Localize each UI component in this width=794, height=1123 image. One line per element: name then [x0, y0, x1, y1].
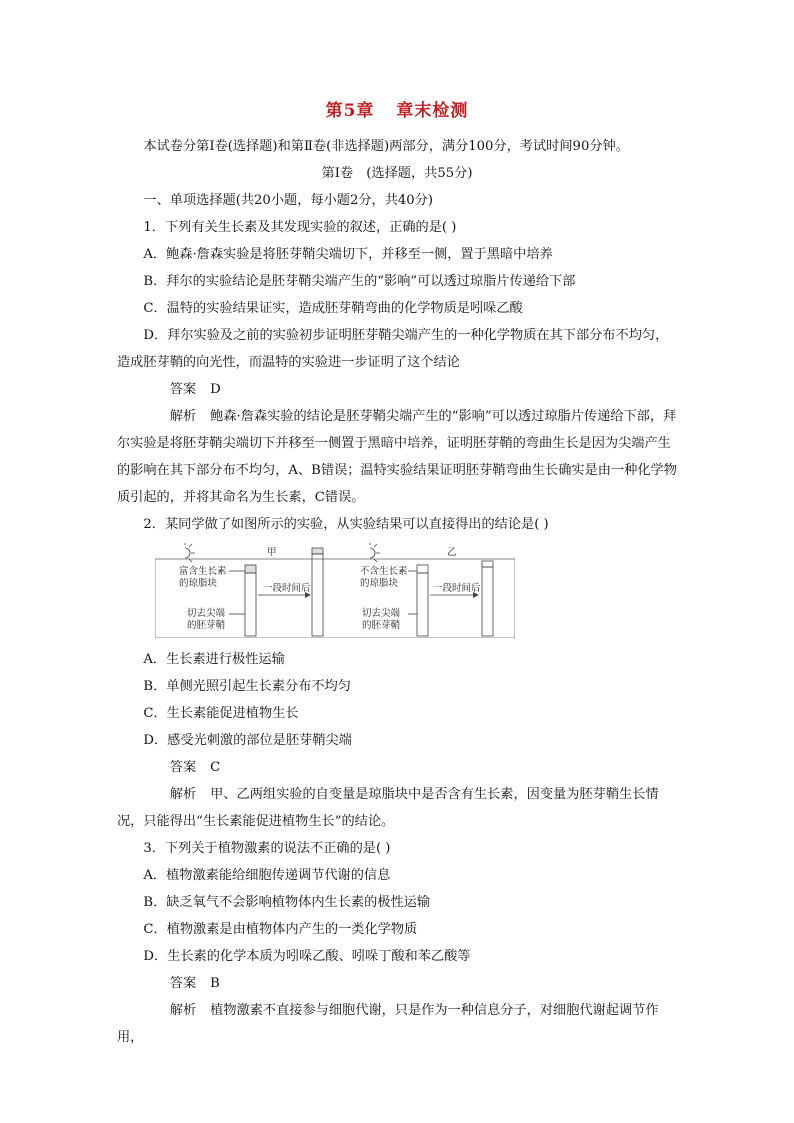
chapter-number: 第5章	[325, 101, 375, 121]
agar-block-a	[245, 565, 256, 573]
answer-label: 答案	[169, 976, 197, 991]
group-a-label: 甲	[267, 547, 277, 558]
q3-option-d: D．生长素的化学本质为吲哚乙酸、吲哚丁酸和苯乙酸等	[143, 949, 471, 964]
analysis-label: 解析	[169, 409, 197, 424]
agar-block-b-after	[482, 561, 493, 567]
q2-answer	[117, 754, 677, 781]
coleoptile-b-before	[417, 573, 428, 636]
q2-analysis	[117, 781, 677, 835]
q3-option-c: C．植物激素是由植物体内产生的一类化学物质	[143, 922, 418, 937]
q2-option-c: C．生长素能促进植物生长	[143, 706, 299, 721]
q3-option-a: A．植物激素能给细胞传递调节代谢的信息	[143, 868, 391, 883]
analysis-label: 解析	[169, 787, 197, 802]
agar-block-a-after	[312, 548, 323, 554]
experiment-diagram	[155, 542, 515, 638]
label-cut-a1: 切去尖端	[187, 608, 226, 619]
q3-answer-value: B	[210, 976, 220, 991]
q2-option-d: D．感受光刺激的部位是胚芽鞘尖端	[143, 733, 352, 748]
q1-stem: 1．下列有关生长素及其发现实验的叙述，正确的是( )	[143, 220, 457, 235]
analysis-label: 解析	[169, 1003, 197, 1018]
q2-stem: 2．某同学做了如图所示的实验，从实验结果可以直接得出的结论是( )	[143, 517, 549, 532]
q3-analysis	[117, 997, 677, 1051]
group-b-label: 乙	[447, 547, 457, 558]
q1-option-c: C．温特的实验结果证实，造成胚芽鞘弯曲的化学物质是吲哚乙酸	[143, 301, 523, 316]
arrow-text-a: 一段时间后	[263, 583, 311, 594]
document-page	[117, 96, 677, 1051]
arrow-text-b: 一段时间后	[433, 583, 481, 594]
answer-label: 答案	[169, 760, 197, 775]
q3-option-b: B．缺乏氧气不会影响植物体内生长素的极性运输	[143, 895, 431, 910]
exam-intro: 本试卷分第Ⅰ卷(选择题)和第Ⅱ卷(非选择题)两部分，满分100分，考试时间90分钟。	[143, 139, 629, 154]
q1-option-d: D．拜尔实验及之前的实验初步证明胚芽鞘尖端产生的一种化学物质在其下部分布不均匀，造成胚芽鞘的向光性，而温特的实验进一步证明了这个结论	[117, 328, 669, 370]
label-a2: 的琼脂块	[179, 578, 218, 589]
q3-analysis-text: 植物激素不直接参与细胞代谢，只是作为一种信息分子，对细胞代谢起调节作用，	[117, 1003, 659, 1045]
chapter-name: 章末检测	[396, 101, 469, 121]
chapter-title	[117, 96, 677, 121]
q2-answer-value: C	[210, 760, 221, 775]
agar-block-b	[417, 565, 428, 573]
q1-answer	[117, 376, 677, 403]
q3-stem: 3．下列关于植物激素的说法不正确的是( )	[143, 841, 391, 856]
label-a1: 富含生长素	[179, 566, 227, 577]
q3-answer	[117, 970, 677, 997]
label-cut-b2: 的胚芽鞘	[362, 620, 401, 631]
label-b2: 的琼脂块	[360, 578, 399, 589]
coleoptile-a-before	[245, 573, 256, 636]
q2-analysis-text: 甲、乙两组实验的自变量是琼脂块中是否含有生长素，因变量为胚芽鞘生长情况，只能得出“生长素能促进植物生长”的结论。	[117, 787, 659, 829]
q1-option-b: B．拜尔的实验结论是胚芽鞘尖端产生的“影响”可以透过琼脂片传递给下部	[143, 274, 576, 289]
part1-title: 第Ⅰ卷 (选择题，共55分)	[321, 166, 473, 181]
answer-label: 答案	[169, 382, 197, 397]
label-cut-b1: 切去尖端	[362, 608, 401, 619]
label-cut-a2: 的胚芽鞘	[187, 620, 226, 631]
q1-analysis-text: 鲍森·詹森实验的结论是胚芽鞘尖端产生的“影响”可以透过琼脂片传递给下部，拜尔实验是将胚芽鞘尖端切下并移至一侧置于黑暗中培养，证明胚芽鞘的弯曲生长是因为尖端产生的影响在其下部分布不均匀，A、B错误；温特实验结果证明胚芽鞘弯曲生长确实是由一种化学物质引起的，并将其命名为生长素，C错误。	[117, 409, 677, 505]
experiment-figure	[117, 542, 677, 638]
coleoptile-b-after	[482, 567, 493, 636]
coleoptile-a-after	[312, 554, 323, 636]
q2-option-a: A．生长素进行极性运输	[143, 652, 285, 667]
section1-title: 一、单项选择题(共20小题，每小题2分，共40分)	[143, 193, 434, 208]
q2-option-b: B．单侧光照引起生长素分布不均匀	[143, 679, 351, 694]
label-b1: 不含生长素	[360, 566, 408, 577]
q1-answer-value: D	[210, 382, 221, 397]
q1-option-a: A．鲍森·詹森实验是将胚芽鞘尖端切下，并移至一侧，置于黑暗中培养	[143, 247, 553, 262]
q1-analysis	[117, 403, 677, 511]
